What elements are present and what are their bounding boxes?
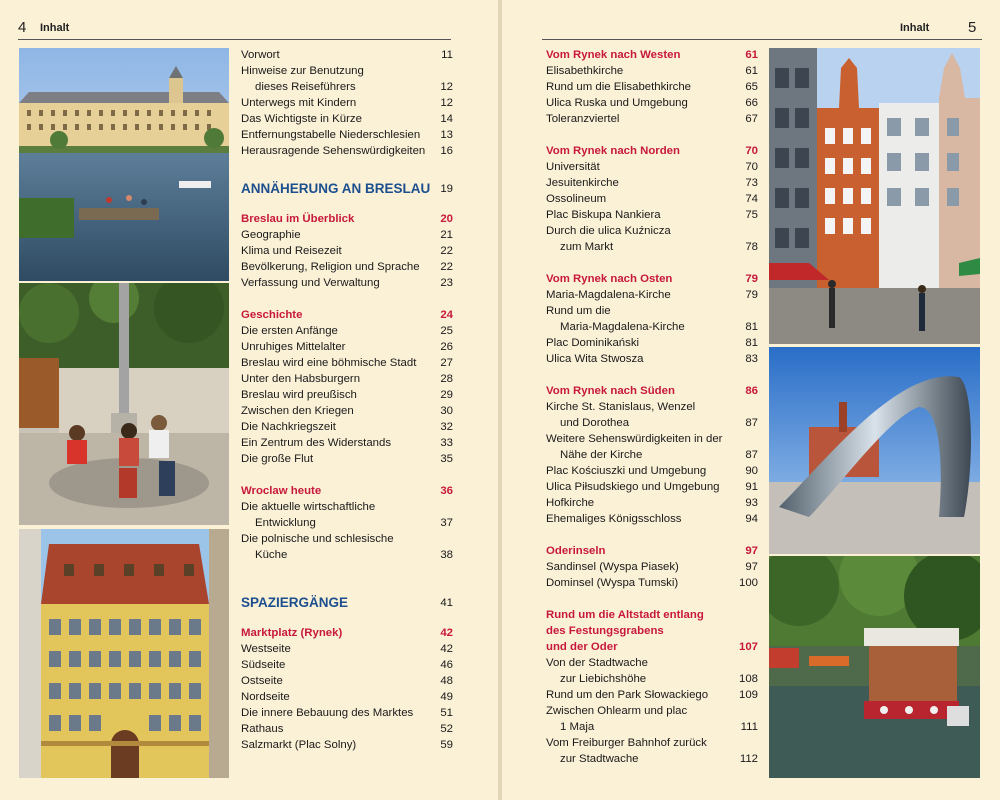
toc-entry[interactable]: Ehemaliges Königsschloss 94 [546, 513, 758, 525]
toc-entry[interactable]: Entwicklung 37 [255, 517, 453, 529]
toc-section-heading[interactable]: und der Oder 107 [546, 641, 758, 653]
toc-section-heading[interactable]: des Festungsgrabens [546, 625, 664, 637]
toc-entry[interactable]: Herausragende Sehenswürdigkeiten 16 [241, 145, 453, 157]
toc-entry[interactable]: Weitere Sehenswürdigkeiten in der [546, 433, 723, 445]
running-header-left: Inhalt [40, 22, 70, 34]
toc-entry[interactable]: Zwischen Ohlearm und plac [546, 705, 688, 717]
running-header-right: Inhalt [900, 22, 930, 34]
toc-left [241, 47, 453, 753]
toc-entry[interactable]: Elisabethkirche 61 [546, 65, 758, 77]
toc-section-heading[interactable]: Vom Rynek nach Westen 61 [546, 49, 758, 61]
page-number-right: 5 [968, 19, 977, 36]
toc-entry[interactable]: und Dorothea 87 [560, 417, 758, 429]
toc-section-heading[interactable]: Wroclaw heute 36 [241, 485, 453, 497]
toc-entry[interactable]: Klima und Reisezeit 22 [241, 245, 453, 257]
toc-section-heading[interactable]: Oderinseln 97 [546, 545, 758, 557]
toc-entry[interactable]: Ulica Piłsudskiego und Umgebung 91 [546, 481, 758, 493]
toc-part-heading[interactable]: ANNÄHERUNG AN BRESLAU 19 [241, 181, 453, 196]
toc-entry[interactable]: Plac Kościuszki und Umgebung 90 [546, 465, 758, 477]
toc-entry[interactable]: Vorwort 11 [241, 49, 453, 61]
photo-silver-sculpture [769, 347, 980, 554]
toc-entry[interactable]: Unruhiges Mittelalter 26 [241, 341, 453, 353]
toc-entry[interactable]: Bevölkerung, Religion und Sprache 22 [241, 261, 453, 273]
toc-entry[interactable]: Vom Freiburger Bahnhof zurück [546, 737, 707, 749]
toc-entry[interactable]: Unter den Habsburgern 28 [241, 373, 453, 385]
toc-entry[interactable]: Rund um die [546, 305, 611, 317]
toc-entry[interactable]: Die innere Bebauung des Marktes 51 [241, 707, 453, 719]
toc-entry[interactable]: Plac Dominikański 81 [546, 337, 758, 349]
right-page [502, 0, 1000, 800]
toc-entry[interactable]: Ostseite 48 [241, 675, 453, 687]
toc-entry[interactable]: Hinweise zur Benutzung [241, 65, 364, 77]
toc-entry[interactable]: zum Markt 78 [560, 241, 758, 253]
toc-section-heading[interactable]: Vom Rynek nach Norden 70 [546, 145, 758, 157]
photo-gabled-houses [769, 48, 980, 344]
toc-entry[interactable]: Dominsel (Wyspa Tumski) 100 [546, 577, 758, 589]
toc-entry[interactable]: dieses Reiseführers 12 [255, 81, 453, 93]
toc-entry[interactable]: Rathaus 52 [241, 723, 453, 735]
page-number-left: 4 [18, 19, 27, 36]
toc-section-heading[interactable]: Vom Rynek nach Süden 86 [546, 385, 758, 397]
toc-section-heading[interactable]: Geschichte 24 [241, 309, 453, 321]
toc-entry[interactable]: Unterwegs mit Kindern 12 [241, 97, 453, 109]
toc-entry[interactable]: Küche 38 [255, 549, 453, 561]
toc-entry[interactable]: Ulica Ruska und Umgebung 66 [546, 97, 758, 109]
toc-entry[interactable]: Breslau wird preußisch 29 [241, 389, 453, 401]
toc-entry[interactable]: Universität 70 [546, 161, 758, 173]
toc-entry[interactable]: Salzmarkt (Plac Solny) 59 [241, 739, 453, 751]
toc-section-heading[interactable]: Rund um die Altstadt entlang [546, 609, 704, 621]
toc-entry[interactable]: Maria-Magdalena-Kirche 79 [546, 289, 758, 301]
photo-baroque-house [19, 529, 229, 778]
toc-entry[interactable]: zur Liebichshöhe 108 [560, 673, 758, 685]
header-rule-left [18, 39, 451, 40]
toc-section-heading[interactable]: Vom Rynek nach Osten 79 [546, 273, 758, 285]
toc-entry[interactable]: Westseite 42 [241, 643, 453, 655]
toc-entry[interactable]: Nordseite 49 [241, 691, 453, 703]
toc-entry[interactable]: Zwischen den Kriegen 30 [241, 405, 453, 417]
toc-entry[interactable]: Verfassung und Verwaltung 23 [241, 277, 453, 289]
toc-entry[interactable]: Die große Flut 35 [241, 453, 453, 465]
toc-section-heading[interactable]: Marktplatz (Rynek) 42 [241, 627, 453, 639]
photo-river-boat [769, 556, 980, 778]
toc-entry[interactable]: Die ersten Anfänge 25 [241, 325, 453, 337]
header-rule-right [542, 39, 982, 40]
toc-entry[interactable]: Rund um den Park Słowackiego 109 [546, 689, 758, 701]
toc-entry[interactable]: Von der Stadtwache [546, 657, 648, 669]
toc-entry[interactable]: Die aktuelle wirtschaftliche [241, 501, 376, 513]
toc-entry[interactable]: Nähe der Kirche 87 [560, 449, 758, 461]
toc-right [546, 47, 758, 767]
toc-entry[interactable]: Ulica Wita Stwosza 83 [546, 353, 758, 365]
toc-entry[interactable]: zur Stadtwache 112 [560, 753, 758, 765]
toc-entry[interactable]: Toleranzviertel 67 [546, 113, 758, 125]
toc-entry[interactable]: Das Wichtigste in Kürze 14 [241, 113, 453, 125]
photo-university-river [19, 48, 229, 281]
toc-entry[interactable]: Ein Zentrum des Widerstands 33 [241, 437, 453, 449]
toc-entry[interactable]: Hofkirche 93 [546, 497, 758, 509]
toc-entry[interactable]: Die polnische und schlesische [241, 533, 394, 545]
toc-entry[interactable]: Die Nachkriegszeit 32 [241, 421, 453, 433]
toc-entry[interactable]: Durch die ulica Kuźnicza [546, 225, 671, 237]
toc-section-heading[interactable]: Breslau im Überblick 20 [241, 213, 453, 225]
toc-entry[interactable]: Jesuitenkirche 73 [546, 177, 758, 189]
toc-entry[interactable]: Ossolineum 74 [546, 193, 758, 205]
toc-entry[interactable]: Plac Biskupa Nankiera 75 [546, 209, 758, 221]
toc-entry[interactable]: Entfernungstabelle Niederschlesien 13 [241, 129, 453, 141]
toc-entry[interactable]: 1 Maja 111 [560, 721, 758, 733]
toc-entry[interactable]: Rund um die Elisabethkirche 65 [546, 81, 758, 93]
photo-students-square [19, 283, 229, 525]
toc-part-heading[interactable]: SPAZIERGÄNGE 41 [241, 595, 453, 610]
left-page [0, 0, 498, 800]
toc-entry[interactable]: Geographie 21 [241, 229, 453, 241]
toc-entry[interactable]: Breslau wird eine böhmische Stadt 27 [241, 357, 453, 369]
toc-entry[interactable]: Maria-Magdalena-Kirche 81 [560, 321, 758, 333]
toc-entry[interactable]: Südseite 46 [241, 659, 453, 671]
toc-entry[interactable]: Sandinsel (Wyspa Piasek) 97 [546, 561, 758, 573]
toc-entry[interactable]: Kirche St. Stanislaus, Wenzel [546, 401, 696, 413]
